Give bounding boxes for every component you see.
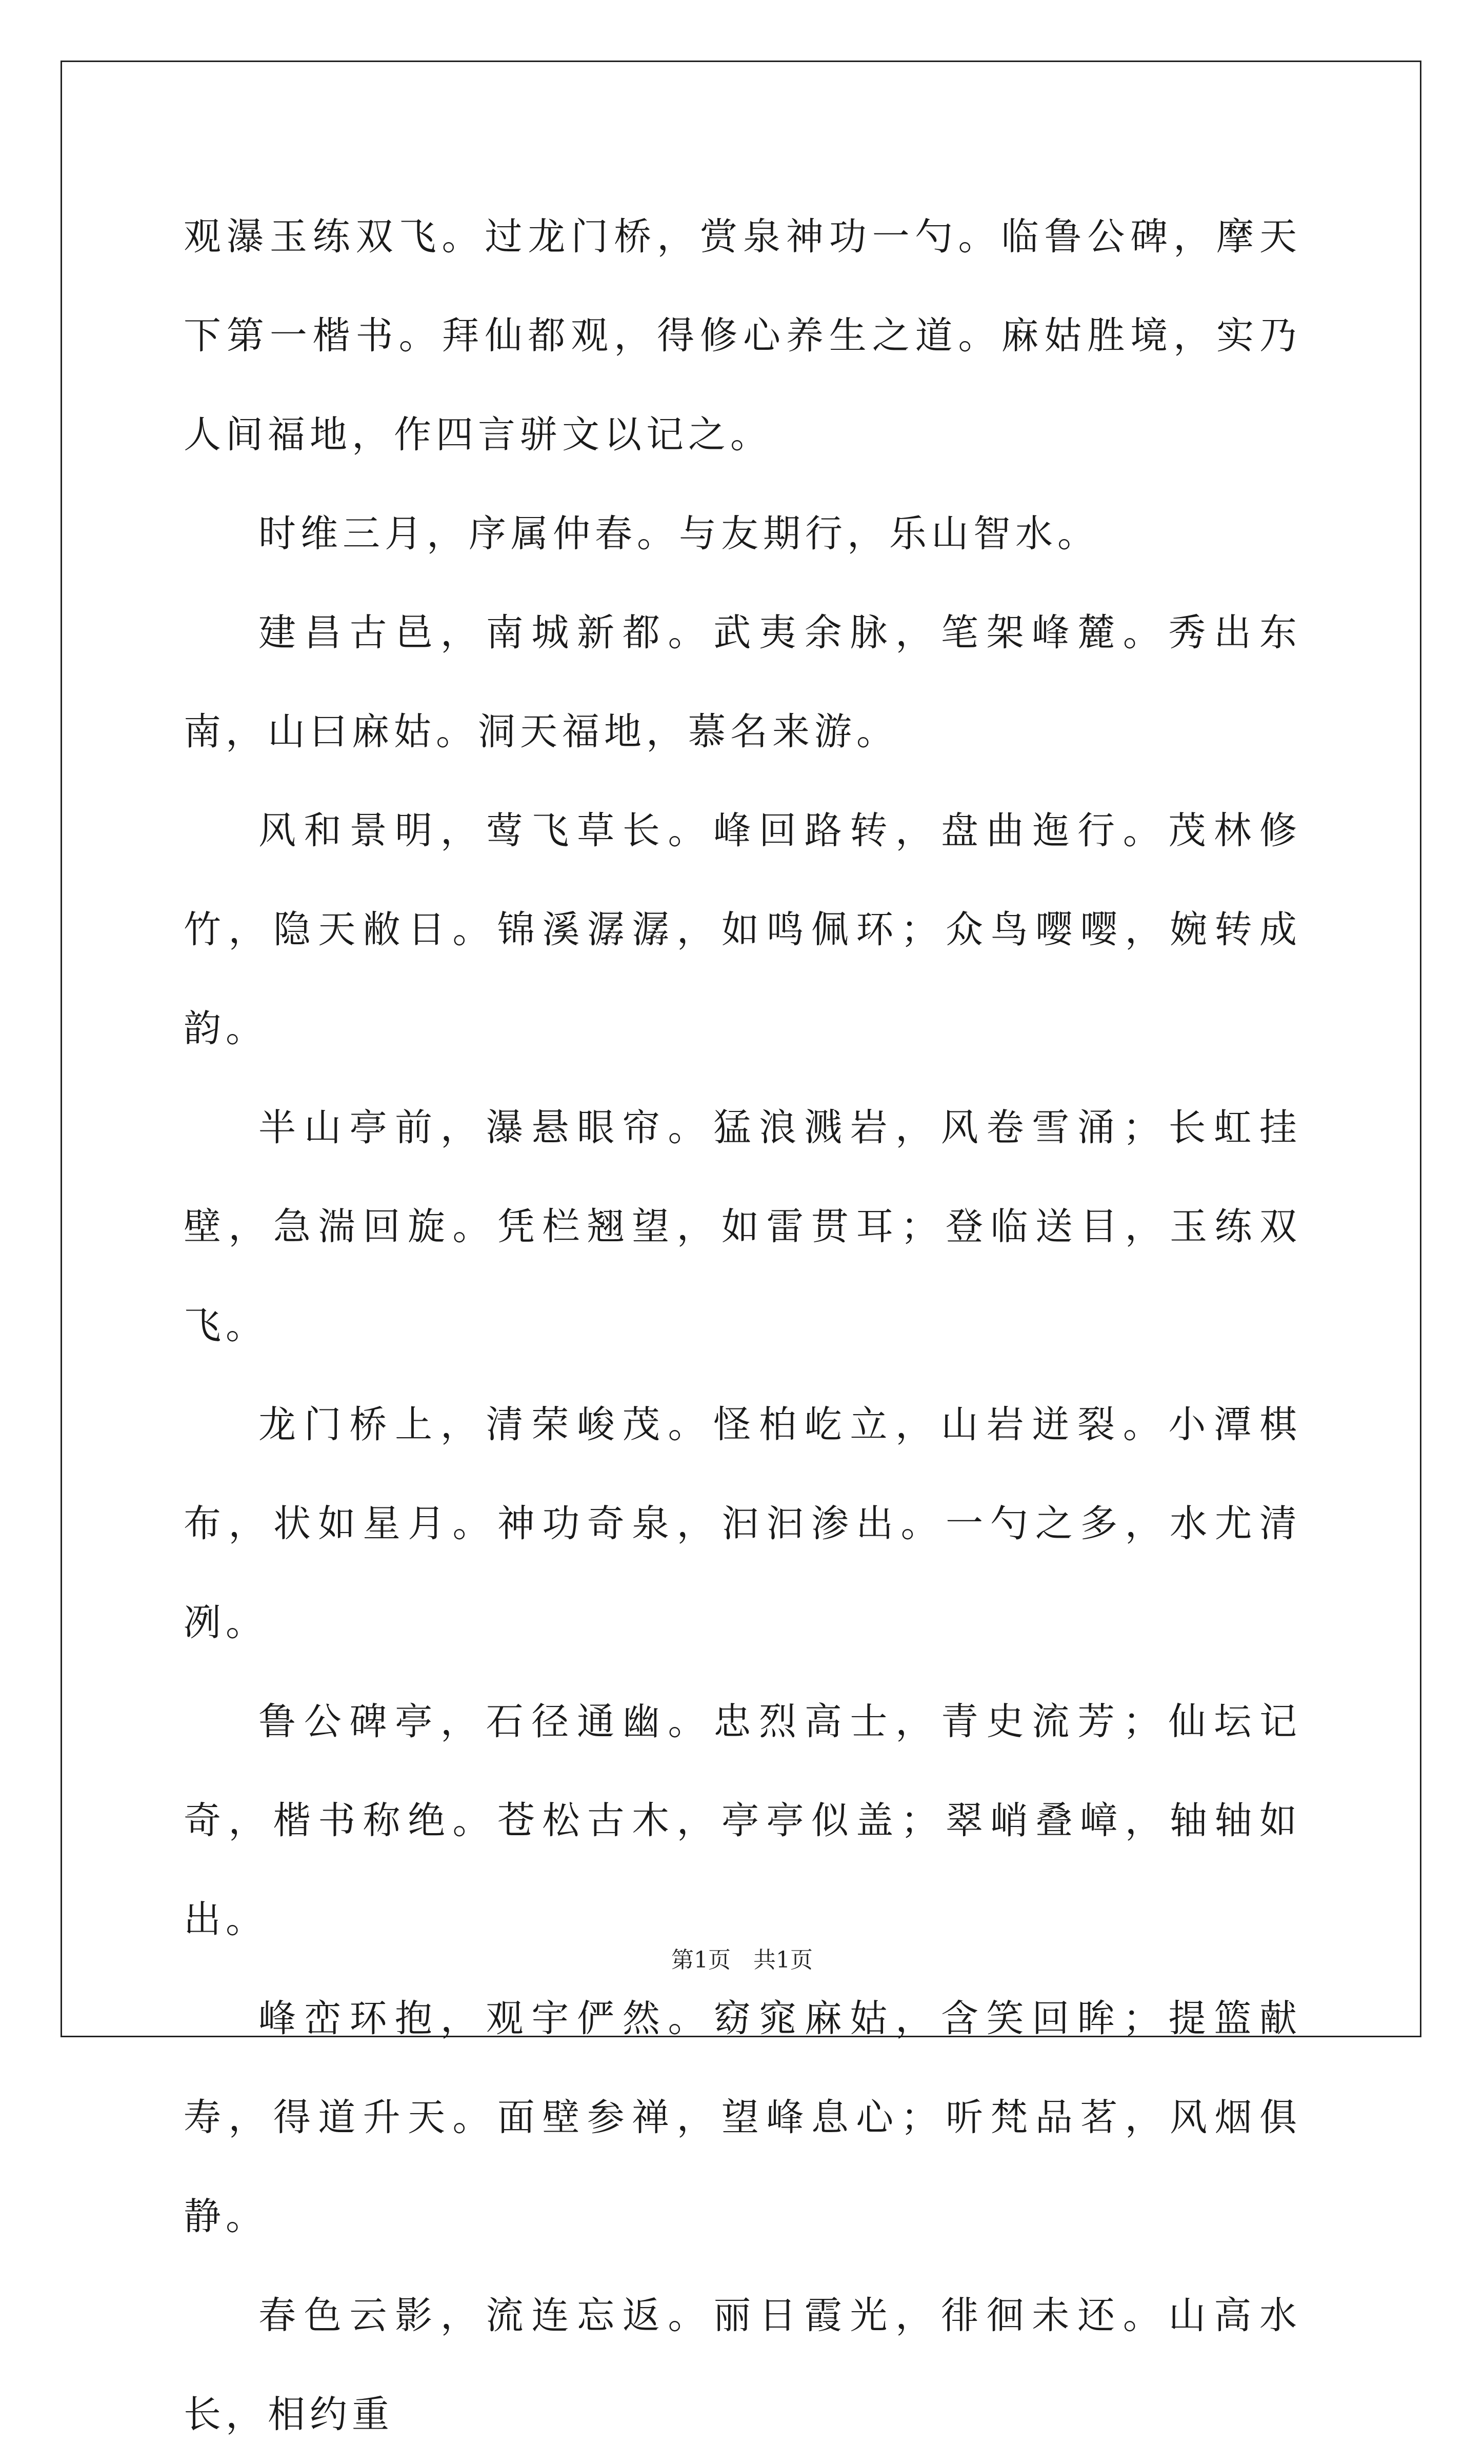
paragraph-7: 鲁公碑亭，石径通幽。忠烈高士，青史流芳；仙坛记奇，楷书称绝。苍松古木，亭亭似盖；翠峭叠嶂，轴轴如出。 [184,1700,1301,1941]
paragraph-5: 半山亭前，瀑悬眼帘。猛浪溅岩，风卷雪涌；长虹挂壁，急湍回旋。凭栏翘望，如雷贯耳；登临送目，玉练双飞。 [184,1106,1301,1347]
paragraph-3: 建昌古邑，南城新都。武夷余脉，笔架峰麓。秀出东南，山曰麻姑。洞天福地，慕名来游。 [184,611,1301,753]
paragraph-4: 风和景明，莺飞草长。峰回路转，盘曲迤行。茂林修竹，隐天敝日。锦溪潺潺，如鸣佩环；众鸟嘤嘤，婉转成韵。 [184,809,1301,1050]
document-body [184,187,1301,2464]
page-footer: 第1页 共1页 [671,1947,813,1973]
paragraph-1: 观瀑玉练双飞。过龙门桥，赏泉神功一勺。临鲁公碑，摩天下第一楷书。拜仙都观，得修心养生之道。麻姑胜境，实乃人间福地，作四言骈文以记之。 [184,215,1301,456]
paragraph-9: 春色云影，流连忘返。丽日霞光，徘徊未还。山高水长，相约重 [184,2294,1301,2436]
paragraph-8: 峰峦环抱，观宇俨然。窈窕麻姑，含笑回眸；提篮献寿，得道升天。面壁参禅，望峰息心；听梵品茗，风烟俱静。 [184,1997,1301,2238]
paragraph-6: 龙门桥上，清荣峻茂。怪柏屹立，山岩迸裂。小潭棋布，状如星月。神功奇泉，汩汩渗出。一勺之多，水尤清冽。 [184,1403,1301,1644]
paragraph-2: 时维三月，序属仲春。与友期行，乐山智水。 [258,512,1099,555]
